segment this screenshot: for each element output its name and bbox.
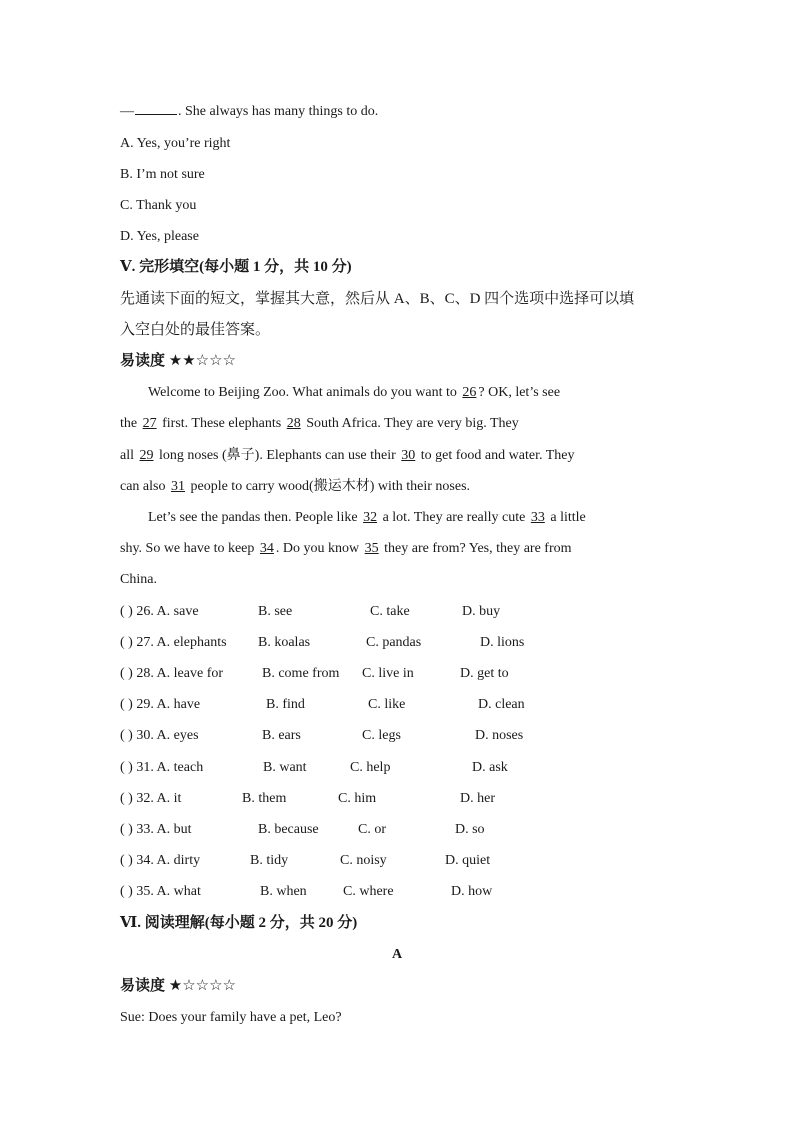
question-34: ( ) 34. A. dirty B. tidy C. noisy D. quiet	[120, 853, 491, 868]
question-30: ( ) 30. A. eyes B. ears C. legs D. noses	[120, 728, 524, 743]
section-6-title: Ⅵ. 阅读理解(每小题 2 分，共 20 分)	[120, 915, 358, 931]
section-6-part-label: A	[391, 947, 403, 962]
blank-35: 35	[364, 541, 379, 556]
blank-34: 34	[259, 541, 274, 556]
passage-line-1: Welcome to Beijing Zoo. What animals do you want to 26 ? OK, let’s see	[148, 385, 561, 400]
prev-option-d: D. Yes, please	[120, 229, 199, 244]
prev-option-c: C. Thank you	[120, 198, 197, 213]
passage-line-4: can also 31 people to carry wood(搬运木材) with their noses.	[120, 479, 471, 494]
section-5-title: Ⅴ. 完形填空(每小题 1 分，共 10 分)	[120, 259, 352, 275]
section-5-instructions-line-1: 先通读下面的短文，掌握其大意，然后从 A、B、C、D 四个选项中选择可以填	[120, 291, 635, 307]
blank-27: 27	[142, 416, 157, 431]
prev-question-stem: — . She always has many things to do.	[120, 104, 379, 119]
difficulty-stars-icon: ★★☆☆☆	[168, 353, 237, 369]
passage-line-7: China.	[120, 572, 157, 587]
section-5-difficulty	[120, 351, 236, 371]
blank-29: 29	[139, 448, 154, 463]
blank-26: 26	[462, 385, 477, 400]
blank-33: 33	[530, 510, 545, 525]
difficulty-label: 易读度	[120, 978, 166, 994]
question-31: ( ) 31. A. teach B. want C. help D. ask	[120, 760, 508, 775]
prev-option-b: B. I’m not sure	[120, 167, 205, 182]
dialogue-line-1: Sue: Does your family have a pet, Leo?	[120, 1010, 342, 1025]
question-35: ( ) 35. A. what B. when C. where D. how	[120, 884, 493, 899]
blank-30: 30	[401, 448, 416, 463]
question-29: ( ) 29. A. have B. find C. like D. clean	[120, 697, 525, 712]
difficulty-label: 易读度	[120, 353, 166, 369]
blank-31: 31	[170, 479, 185, 494]
blank-32: 32	[363, 510, 378, 525]
section-5-instructions-line-2: 入空白处的最佳答案。	[120, 322, 271, 338]
passage-line-6: shy. So we have to keep 34 . Do you know 35 they are from? Yes, they are from	[120, 541, 572, 556]
question-27: ( ) 27. A. elephants B. koalas C. pandas D. lions	[120, 635, 525, 650]
section-6-difficulty	[120, 976, 236, 996]
blank-28: 28	[286, 416, 301, 431]
passage-line-3: all 29 long noses (鼻子). Elephants can use their 30 to get food and water. They	[120, 448, 575, 463]
question-33: ( ) 33. A. but B. because C. or D. so	[120, 822, 485, 837]
question-26: ( ) 26. A. save B. see C. take D. buy	[120, 604, 501, 619]
passage-line-5: Let’s see the pandas then. People like 32 a lot. They are really cute 33 a little	[148, 510, 586, 525]
difficulty-stars-icon: ★☆☆☆☆	[168, 978, 237, 994]
passage-line-2: the 27 first. These elephants 28 South Africa. They are very big. They	[120, 416, 519, 431]
question-28: ( ) 28. A. leave for B. come from C. live in D. get to	[120, 666, 509, 681]
question-32: ( ) 32. A. it B. them C. him D. her	[120, 791, 495, 806]
answer-blank[interactable]	[135, 102, 177, 115]
prev-option-a: A. Yes, you’re right	[120, 136, 231, 151]
